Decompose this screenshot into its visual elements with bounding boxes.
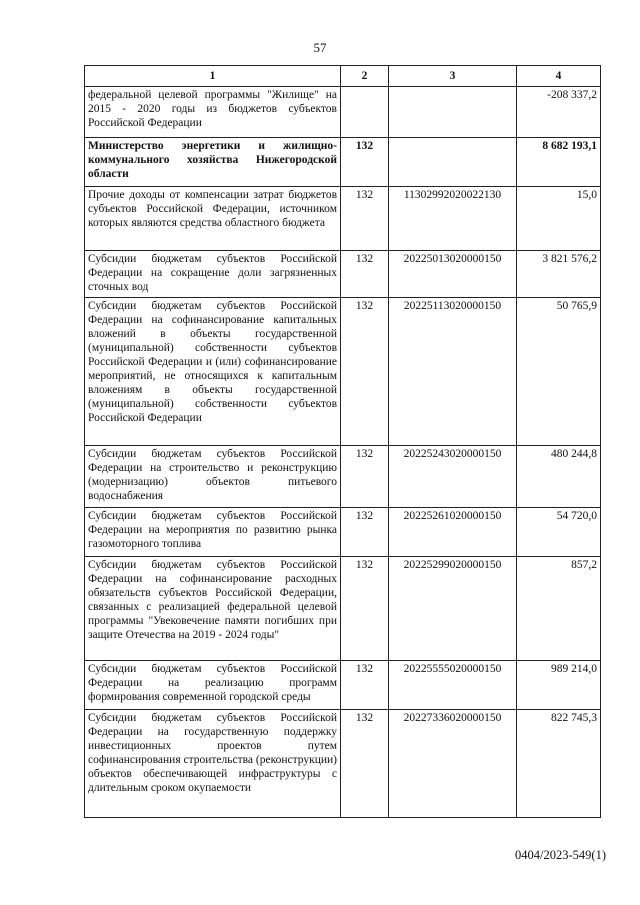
table-row bbox=[85, 446, 601, 508]
row-amount: 8 682 193,1 bbox=[517, 138, 601, 187]
row-classification-code: 20225243020000150 bbox=[389, 446, 517, 508]
row-amount: 50 765,9 bbox=[517, 298, 601, 446]
column-header-4: 4 bbox=[517, 66, 601, 87]
row-admin-code: 132 bbox=[341, 446, 389, 508]
row-name: Прочие доходы от компенсации затрат бюджетов субъектов Российской Федерации, источником которых являются средства областного бюджета bbox=[85, 187, 341, 251]
row-name: Субсидии бюджетам субъектов Российской Федерации на софинансирование капитальных вложений в объекты государственной (муниципальной) собственности субъектов Российской Федерации и (или) софинансирование мероприятий, не относящихся к капитальным вложениям в объекты государственной (муниципальной) собственности субъектов Российской Федерации bbox=[85, 298, 341, 446]
row-admin-code: 132 bbox=[341, 508, 389, 557]
document-code: 0404/2023-549(1) bbox=[515, 848, 606, 862]
table-row bbox=[85, 710, 601, 818]
row-amount: 989 214,0 bbox=[517, 661, 601, 710]
row-name: Субсидии бюджетам субъектов Российской Федерации на мероприятия по развитию рынка газомоторного топлива bbox=[85, 508, 341, 557]
table-row bbox=[85, 138, 601, 187]
row-classification-code: 11302992020022130 bbox=[389, 187, 517, 251]
row-classification-code: 20225261020000150 bbox=[389, 508, 517, 557]
column-header-3: 3 bbox=[389, 66, 517, 87]
row-amount: 480 244,8 bbox=[517, 446, 601, 508]
table-row bbox=[85, 557, 601, 661]
table-row bbox=[85, 298, 601, 446]
row-classification-code bbox=[389, 87, 517, 138]
table-row bbox=[85, 87, 601, 138]
row-admin-code: 132 bbox=[341, 710, 389, 818]
table-body bbox=[85, 87, 601, 818]
column-header-1: 1 bbox=[85, 66, 341, 87]
row-classification-code: 20225555020000150 bbox=[389, 661, 517, 710]
row-amount: 54 720,0 bbox=[517, 508, 601, 557]
table-row bbox=[85, 508, 601, 557]
table-header-row bbox=[85, 66, 601, 87]
row-admin-code: 132 bbox=[341, 138, 389, 187]
table-row bbox=[85, 251, 601, 298]
column-header-2: 2 bbox=[341, 66, 389, 87]
table-row bbox=[85, 187, 601, 251]
row-classification-code bbox=[389, 138, 517, 187]
table-row bbox=[85, 661, 601, 710]
row-name: Субсидии бюджетам субъектов Российской Федерации на сокращение доли загрязненных сточных вод bbox=[85, 251, 341, 298]
row-admin-code: 132 bbox=[341, 557, 389, 661]
row-admin-code: 132 bbox=[341, 661, 389, 710]
row-name: Субсидии бюджетам субъектов Российской Федерации на государственную поддержку инвестиционных проектов путем софинансирования строительства (реконструкции) объектов обеспечивающей инфраструктуры с длительным сроком окупаемости bbox=[85, 710, 341, 818]
page-number: 57 bbox=[313, 40, 327, 55]
row-admin-code: 132 bbox=[341, 251, 389, 298]
row-name: Субсидии бюджетам субъектов Российской Федерации на реализацию программ формирования современной городской среды bbox=[85, 661, 341, 710]
row-amount: 822 745,3 bbox=[517, 710, 601, 818]
row-amount: 857,2 bbox=[517, 557, 601, 661]
row-admin-code: 132 bbox=[341, 298, 389, 446]
row-admin-code bbox=[341, 87, 389, 138]
row-name: федеральной целевой программы "Жилище" на 2015 - 2020 годы из бюджетов субъектов Российской Федерации bbox=[85, 87, 341, 138]
row-name: Министерство энергетики и жилищно-коммунального хозяйства Нижегородской области bbox=[85, 138, 341, 187]
row-classification-code: 20227336020000150 bbox=[389, 710, 517, 818]
budget-table bbox=[84, 65, 601, 818]
row-amount: -208 337,2 bbox=[517, 87, 601, 138]
row-classification-code: 20225299020000150 bbox=[389, 557, 517, 661]
row-admin-code: 132 bbox=[341, 187, 389, 251]
row-name: Субсидии бюджетам субъектов Российской Федерации на софинансирование расходных обязательств субъектов Российской Федерации, связанных с реализацией федеральной целевой программы "Увековечение памяти погибших при защите Отечества на 2019 - 2024 годы" bbox=[85, 557, 341, 661]
row-name: Субсидии бюджетам субъектов Российской Федерации на строительство и реконструкцию (модернизацию) объектов питьевого водоснабжения bbox=[85, 446, 341, 508]
row-amount: 15,0 bbox=[517, 187, 601, 251]
row-classification-code: 20225113020000150 bbox=[389, 298, 517, 446]
row-amount: 3 821 576,2 bbox=[517, 251, 601, 298]
row-classification-code: 20225013020000150 bbox=[389, 251, 517, 298]
